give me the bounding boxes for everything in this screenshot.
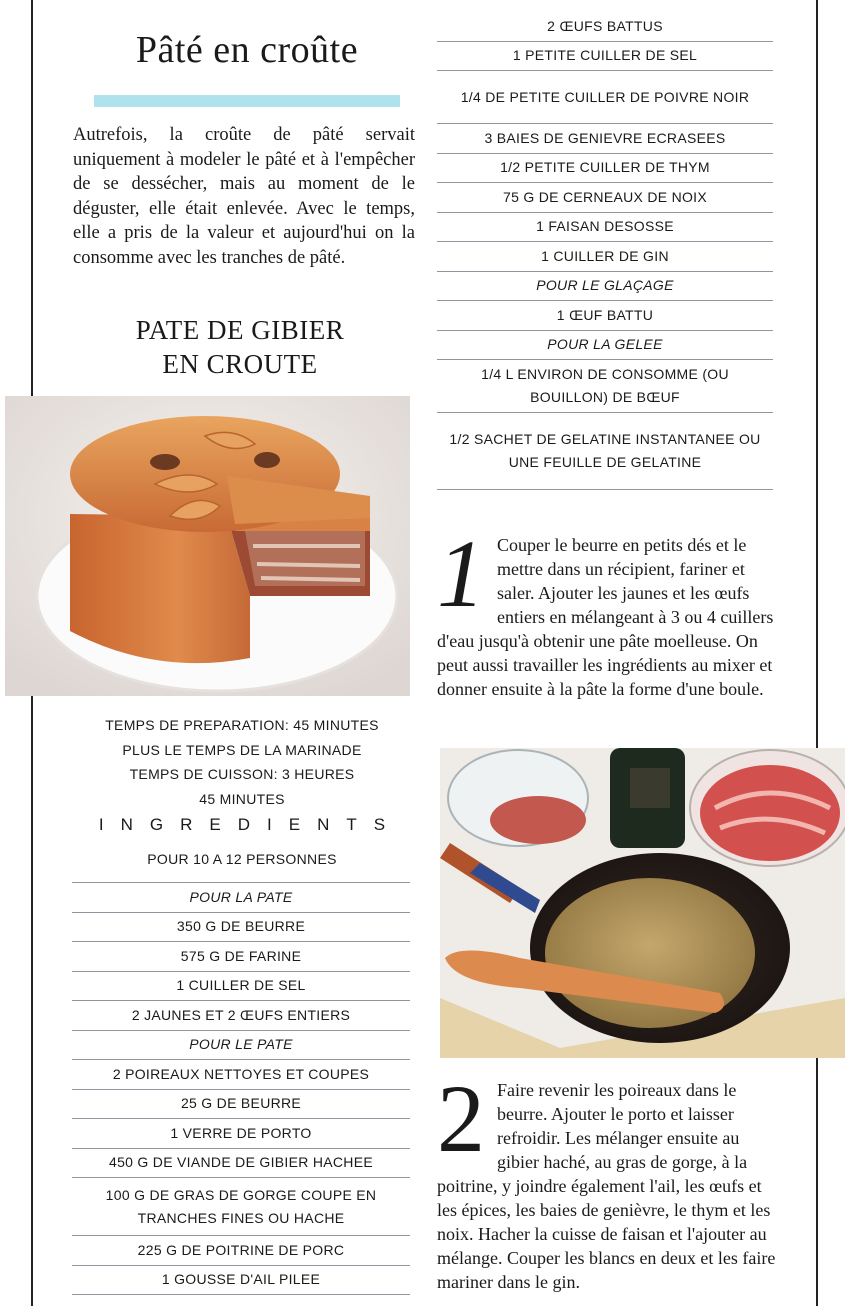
ingredient-item: 1/2 PETITE CUILLER DE THYM (437, 154, 773, 184)
ingredient-item: 75 G DE CERNEAUX DE NOIX (437, 183, 773, 213)
timing-prep: TEMPS DE PREPARATION: 45 MINUTES (105, 717, 379, 733)
ingredient-item: 575 G DE FARINE (72, 942, 410, 972)
ingredient-item: 1 VERRE DE PORTO (72, 1119, 410, 1149)
ingredient-item: POUR LE PATE (72, 1031, 410, 1061)
recipe-title-line2: EN CROUTE (162, 349, 318, 379)
ingredients-list-left (72, 882, 410, 1295)
pate-illustration (5, 396, 410, 696)
page-title: Pâté en croûte (135, 29, 359, 71)
ingredient-item: 2 POIREAUX NETTOYES ET COUPES (72, 1060, 410, 1090)
ingredient-item: 1 PETITE CUILLER DE SEL (437, 42, 773, 72)
ingredient-item: 1/4 L ENVIRON DE CONSOMME (OU BOUILLON) DE BŒUF (437, 360, 773, 413)
ingredient-item: 450 G DE VIANDE DE GIBIER HACHEE (72, 1149, 410, 1179)
ingredient-item: 1/4 DE PETITE CUILLER DE POIVRE NOIR (437, 71, 773, 124)
preparation-illustration (440, 748, 845, 1058)
recipe-title (90, 313, 390, 381)
timing-cook-minutes: 45 MINUTES (199, 790, 285, 807)
ingredient-item: 2 JAUNES ET 2 ŒUFS ENTIERS (72, 1001, 410, 1031)
ingredient-item: 1 FAISAN DESOSSE (437, 213, 773, 243)
ingredient-item: POUR LA GELEE (437, 331, 773, 361)
preparation-photo (440, 748, 845, 1058)
ingredients-heading: INGREDIENTS (98, 815, 403, 834)
intro-paragraph: Autrefois, la croûte de pâté servait uniquement à modeler le pâté et à l'empêcher de se dessécher, mais au moment de le déguster, elle était enlevée. Avec le temps, elle a pris de la valeur et aujourd'hui on la consomme avec les tranches de pâté. (73, 125, 415, 268)
ingredient-item: 25 G DE BEURRE (72, 1090, 410, 1120)
step-2-number: 2 (437, 1065, 485, 1172)
ingredient-item: 1/2 SACHET DE GELATINE INSTANTANEE OU UNE FEUILLE DE GELATINE (437, 413, 773, 490)
servings: POUR 10 A 12 PERSONNES (147, 851, 337, 867)
step-1-number: 1 (437, 520, 485, 627)
ingredient-item: 2 ŒUFS BATTUS (437, 12, 773, 42)
timing-cook: TEMPS DE CUISSON: 3 HEURES (129, 766, 355, 782)
ingredient-item: 1 ŒUF BATTU (437, 301, 773, 331)
title-underline-bar (94, 95, 400, 107)
ingredient-item: 1 CUILLER DE GIN (437, 242, 773, 272)
timing-info (72, 713, 412, 811)
ingredient-item: 225 G DE POITRINE DE PORC (72, 1236, 410, 1266)
ingredient-item: 3 BAIES DE GENIEVRE ECRASEES (437, 124, 773, 154)
timing-marinade: PLUS LE TEMPS DE LA MARINADE (122, 741, 362, 758)
ingredient-item: 1 CUILLER DE SEL (72, 972, 410, 1002)
right-margin-line (816, 0, 818, 1306)
ingredient-item: 100 G DE GRAS DE GORGE COUPE EN TRANCHES FINES OU HACHE (72, 1178, 410, 1236)
ingredient-item: 350 G DE BEURRE (72, 913, 410, 943)
ingredients-list-right (437, 12, 773, 490)
ingredient-item: 1 GOUSSE D'AIL PILEE (72, 1266, 410, 1296)
ingredient-item: POUR LA PATE (72, 883, 410, 913)
step-1-text: Couper le beurre en petits dés et le mettre dans un récipient, fariner et saler. Ajouter les jaunes et les œufs entiers en mélangeant à 3 ou 4 cuillers d'eau jusqu'à obtenir une pâte moelleuse. On peut aussi travailler les ingrédients au mixer et donner ensuite à la pâte la forme d'une boule. (437, 535, 774, 699)
ingredient-item: POUR LE GLAÇAGE (437, 272, 773, 302)
step-1 (437, 520, 777, 701)
step-2-text: Faire revenir les poireaux dans le beurre. Ajouter le porto et laisser refroidir. Les mélanger ensuite au gibier haché, au gras de gorge, à la poitrine, y joindre également l'ail, les œufs et les épices, les baies de genièvre, le thym et les noix. Hacher la cuisse de faisan et l'ajouter au mélange. Couper les blancs en deux et les faire mariner dans le gin. (437, 1080, 776, 1292)
pate-photo (5, 396, 410, 696)
step-2 (437, 1065, 777, 1294)
recipe-title-line1: PATE DE GIBIER (135, 315, 345, 345)
